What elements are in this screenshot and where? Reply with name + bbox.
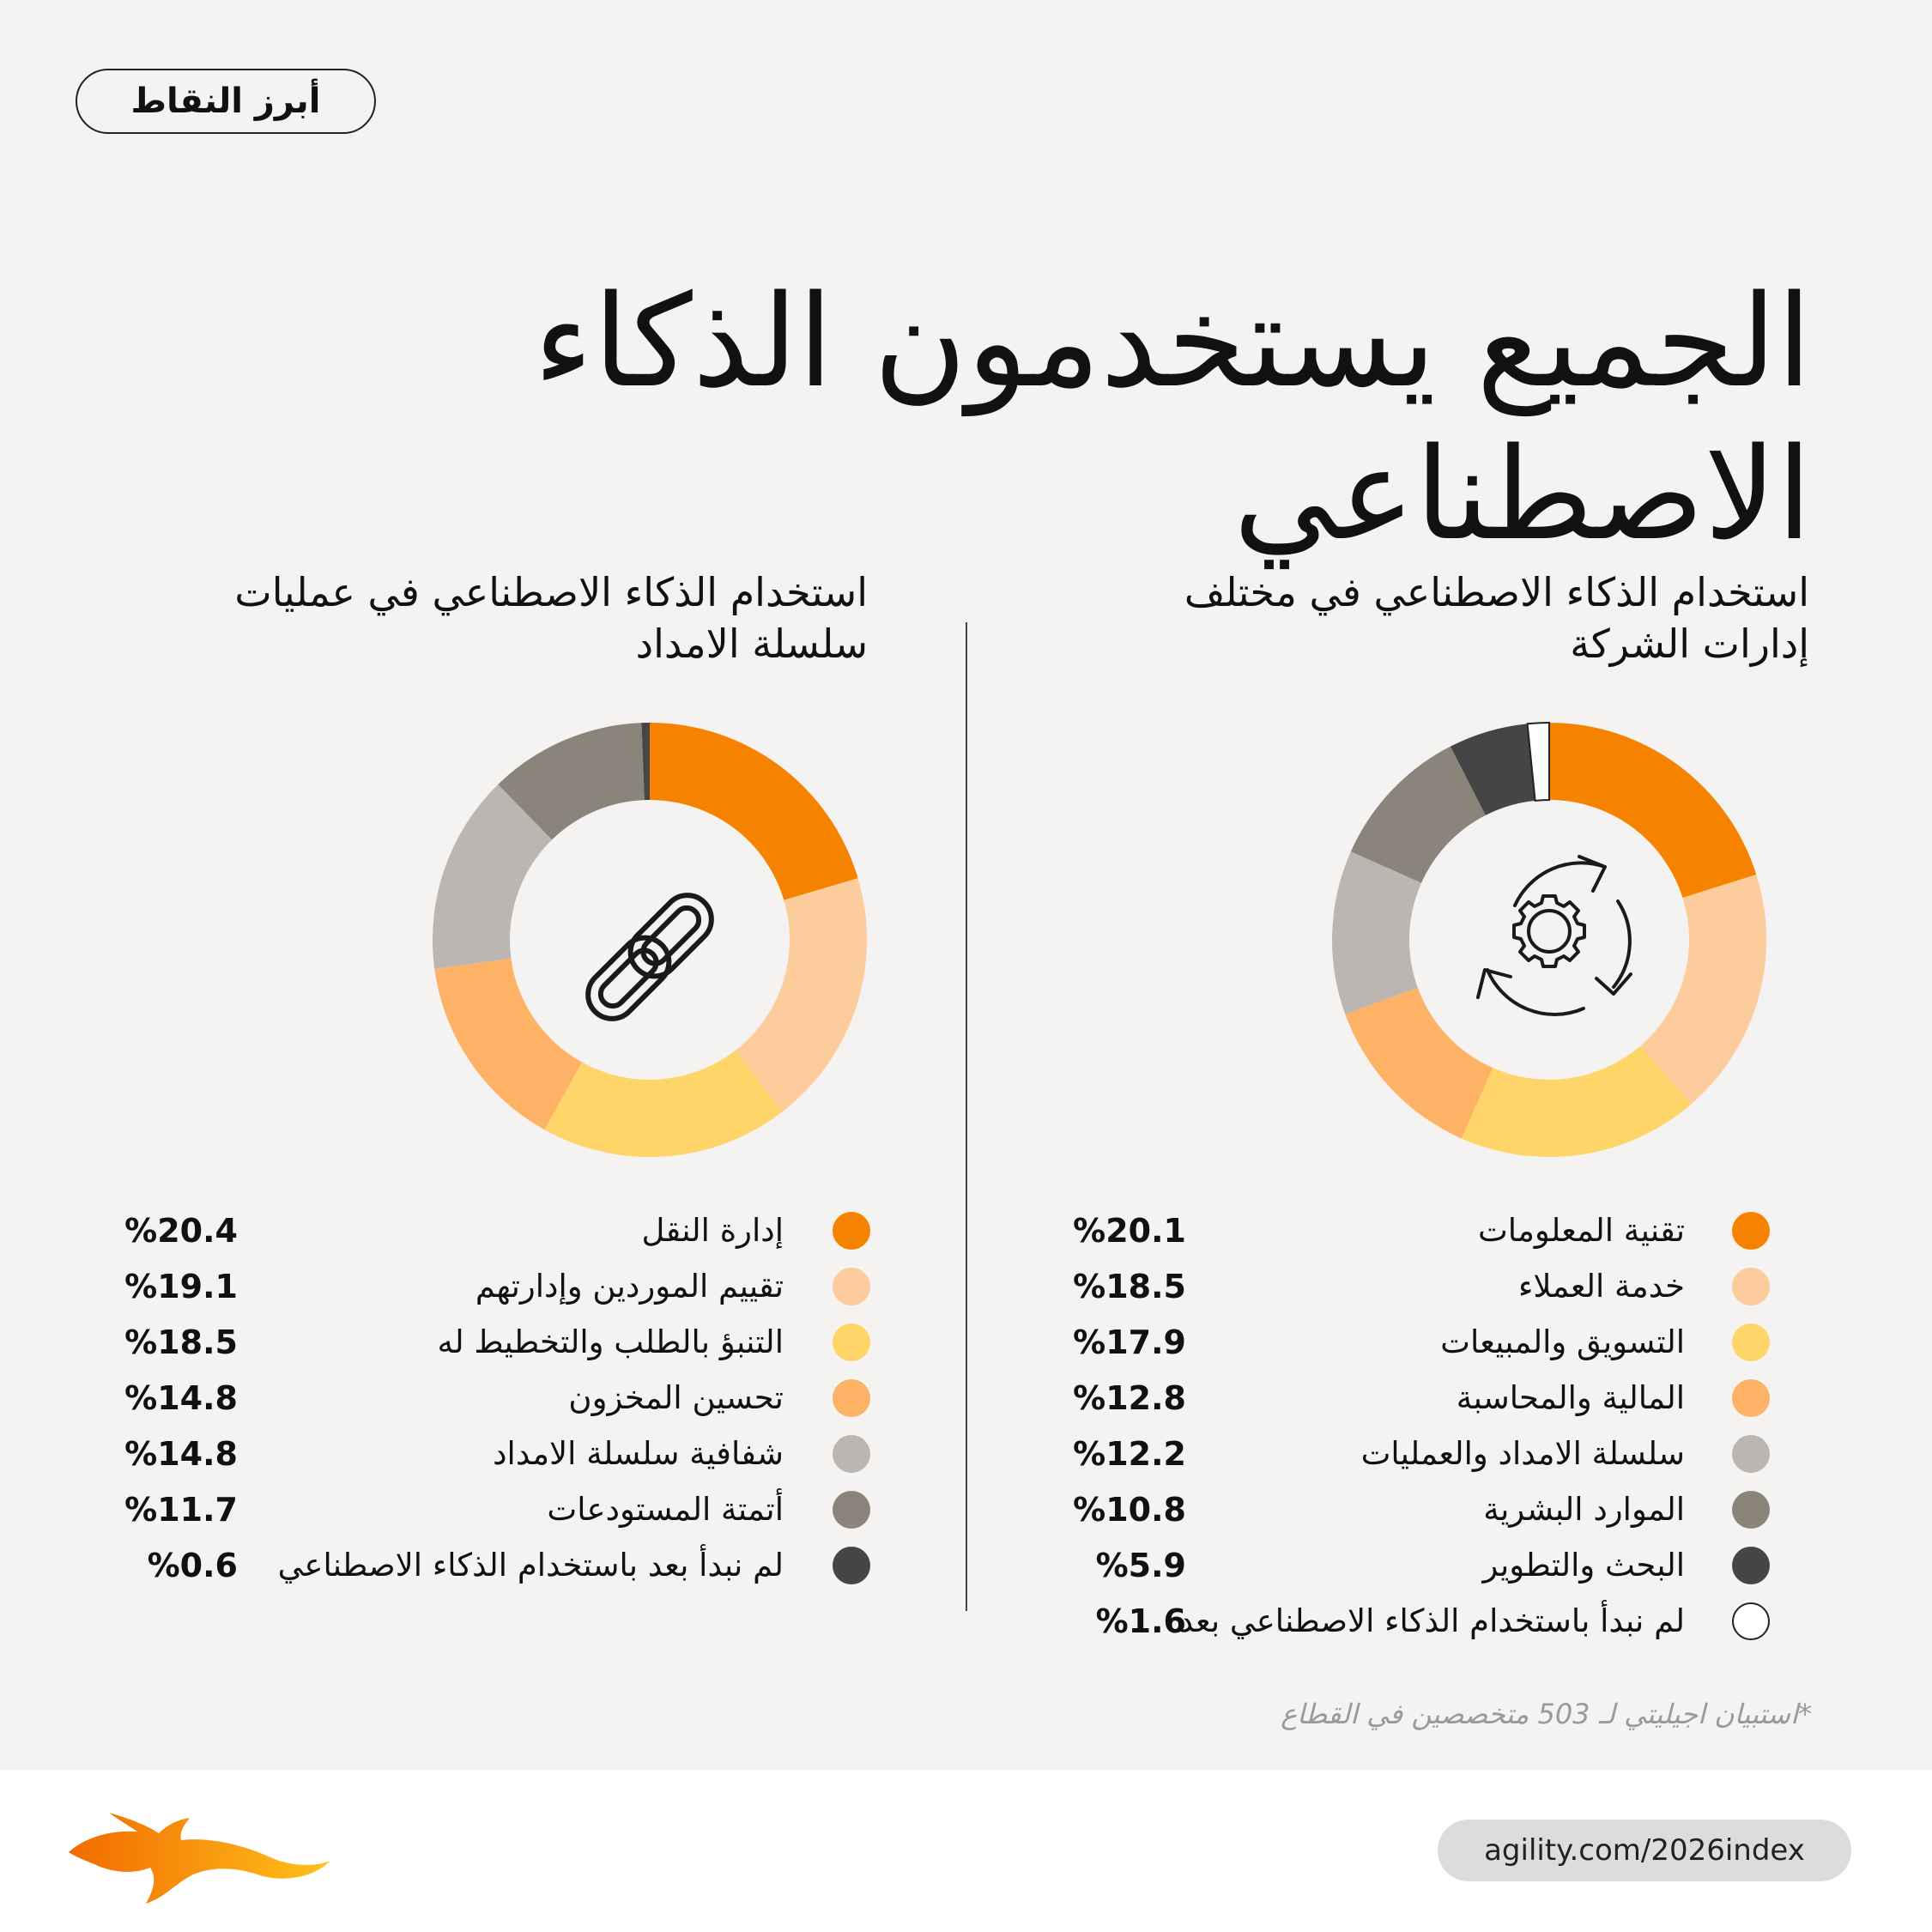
- supply-chain-legend-row: [0, 1259, 1932, 1314]
- supply-chain-legend-value: %11.7: [124, 1491, 238, 1529]
- supply-chain-legend-swatch: [833, 1435, 870, 1473]
- departments-slice-3: [1345, 988, 1493, 1139]
- supply-chain-legend-value: %14.8: [124, 1435, 238, 1473]
- supply-chain-legend-label: لم نبدأ بعد باستخدام الذكاء الاصطناعي: [277, 1547, 784, 1584]
- departments-legend-value: %17.9: [1073, 1323, 1186, 1361]
- supply-chain-title-line2: سلسلة الامداد: [635, 621, 868, 667]
- departments-legend-swatch: [1732, 1602, 1770, 1640]
- supply-chain-legend-value: %18.5: [124, 1323, 238, 1361]
- supply-chain-legend-swatch: [833, 1323, 870, 1361]
- supply-chain-legend-row: [0, 1203, 1932, 1258]
- highlights-tag: أبرز النقاط: [76, 69, 376, 134]
- supply-chain-legend-swatch: [833, 1379, 870, 1417]
- departments-legend-label: التسويق والمبيعات: [1440, 1323, 1685, 1360]
- supply-chain-legend-row: [0, 1315, 1932, 1370]
- supply-chain-legend-value: %20.4: [124, 1212, 238, 1250]
- supply-chain-title-line1: استخدام الذكاء الاصطناعي في عمليات: [234, 569, 868, 615]
- departments-title-line2: إدارات الشركة: [1570, 621, 1809, 667]
- supply-chain-legend-label: التنبؤ بالطلب والتخطيط له: [437, 1323, 784, 1360]
- supply-chain-legend-label: إدارة النقل: [641, 1212, 784, 1249]
- supply-chain-legend-label: تحسين المخزون: [568, 1379, 784, 1416]
- survey-footnote: *استبيان اجيليتي لـ 503 متخصصين في القطاع: [1281, 1698, 1812, 1730]
- departments-legend-label: خدمة العملاء: [1518, 1268, 1685, 1305]
- departments-slice-0: [1549, 723, 1756, 898]
- supply-chain-donut-chart: [431, 721, 869, 1159]
- departments-legend-label: تقنية المعلومات: [1477, 1212, 1685, 1249]
- departments-chart-title: [994, 566, 1809, 669]
- departments-legend-value: %1.6: [1095, 1602, 1186, 1640]
- supply-chain-legend-row: [0, 1426, 1932, 1481]
- supply-chain-legend-value: %14.8: [124, 1379, 238, 1417]
- website-link[interactable]: agility.com/2026index: [1438, 1820, 1851, 1881]
- supply-chain-legend-row: [0, 1538, 1932, 1593]
- supply-chain-slice-0: [650, 723, 858, 900]
- supply-chain-legend-row: [0, 1371, 1932, 1426]
- supply-chain-legend-swatch: [833, 1547, 870, 1584]
- supply-chain-legend-value: %0.6: [147, 1547, 238, 1584]
- departments-legend-value: %5.9: [1095, 1547, 1186, 1584]
- supply-chain-chart-title: [95, 566, 868, 669]
- departments-title-line1: استخدام الذكاء الاصطناعي في مختلف: [1184, 569, 1809, 615]
- departments-legend-value: %20.1: [1073, 1212, 1186, 1250]
- departments-legend-value: %18.5: [1073, 1268, 1186, 1305]
- supply-chain-legend-label: أتمتة المستودعات: [547, 1491, 784, 1528]
- phoenix-logo-icon: [64, 1811, 339, 1905]
- supply-chain-legend-row: [0, 1482, 1932, 1537]
- supply-chain-legend-label: تقييم الموردين وإدارتهم: [475, 1268, 784, 1305]
- supply-chain-legend-swatch: [833, 1491, 870, 1529]
- departments-legend-label: المالية والمحاسبة: [1456, 1379, 1685, 1416]
- departments-legend-label: البحث والتطوير: [1482, 1547, 1685, 1584]
- supply-chain-legend-value: %19.1: [124, 1268, 238, 1305]
- departments-legend-value: %12.8: [1073, 1379, 1186, 1417]
- departments-legend-label: سلسلة الامداد والعمليات: [1360, 1435, 1685, 1472]
- gear-cycle-icon: [1478, 857, 1631, 1014]
- supply-chain-legend-label: شفافية سلسلة الامداد: [493, 1435, 784, 1472]
- departments-legend-label: لم نبدأ باستخدام الذكاء الاصطناعي بعد: [1178, 1602, 1685, 1639]
- departments-legend-label: الموارد البشرية: [1483, 1491, 1685, 1528]
- supply-chain-legend-swatch: [833, 1268, 870, 1305]
- departments-legend-value: %10.8: [1073, 1491, 1186, 1529]
- chain-link-icon: [578, 886, 722, 1029]
- departments-donut-chart: [1330, 721, 1768, 1159]
- departments-legend-value: %12.2: [1073, 1435, 1186, 1473]
- supply-chain-legend-swatch: [833, 1212, 870, 1250]
- page-title: الجميع يستخدمون الذكاء الاصطناعي: [533, 268, 1812, 568]
- supply-chain-slice-2: [544, 1051, 782, 1157]
- departments-legend-row: [0, 1594, 1932, 1649]
